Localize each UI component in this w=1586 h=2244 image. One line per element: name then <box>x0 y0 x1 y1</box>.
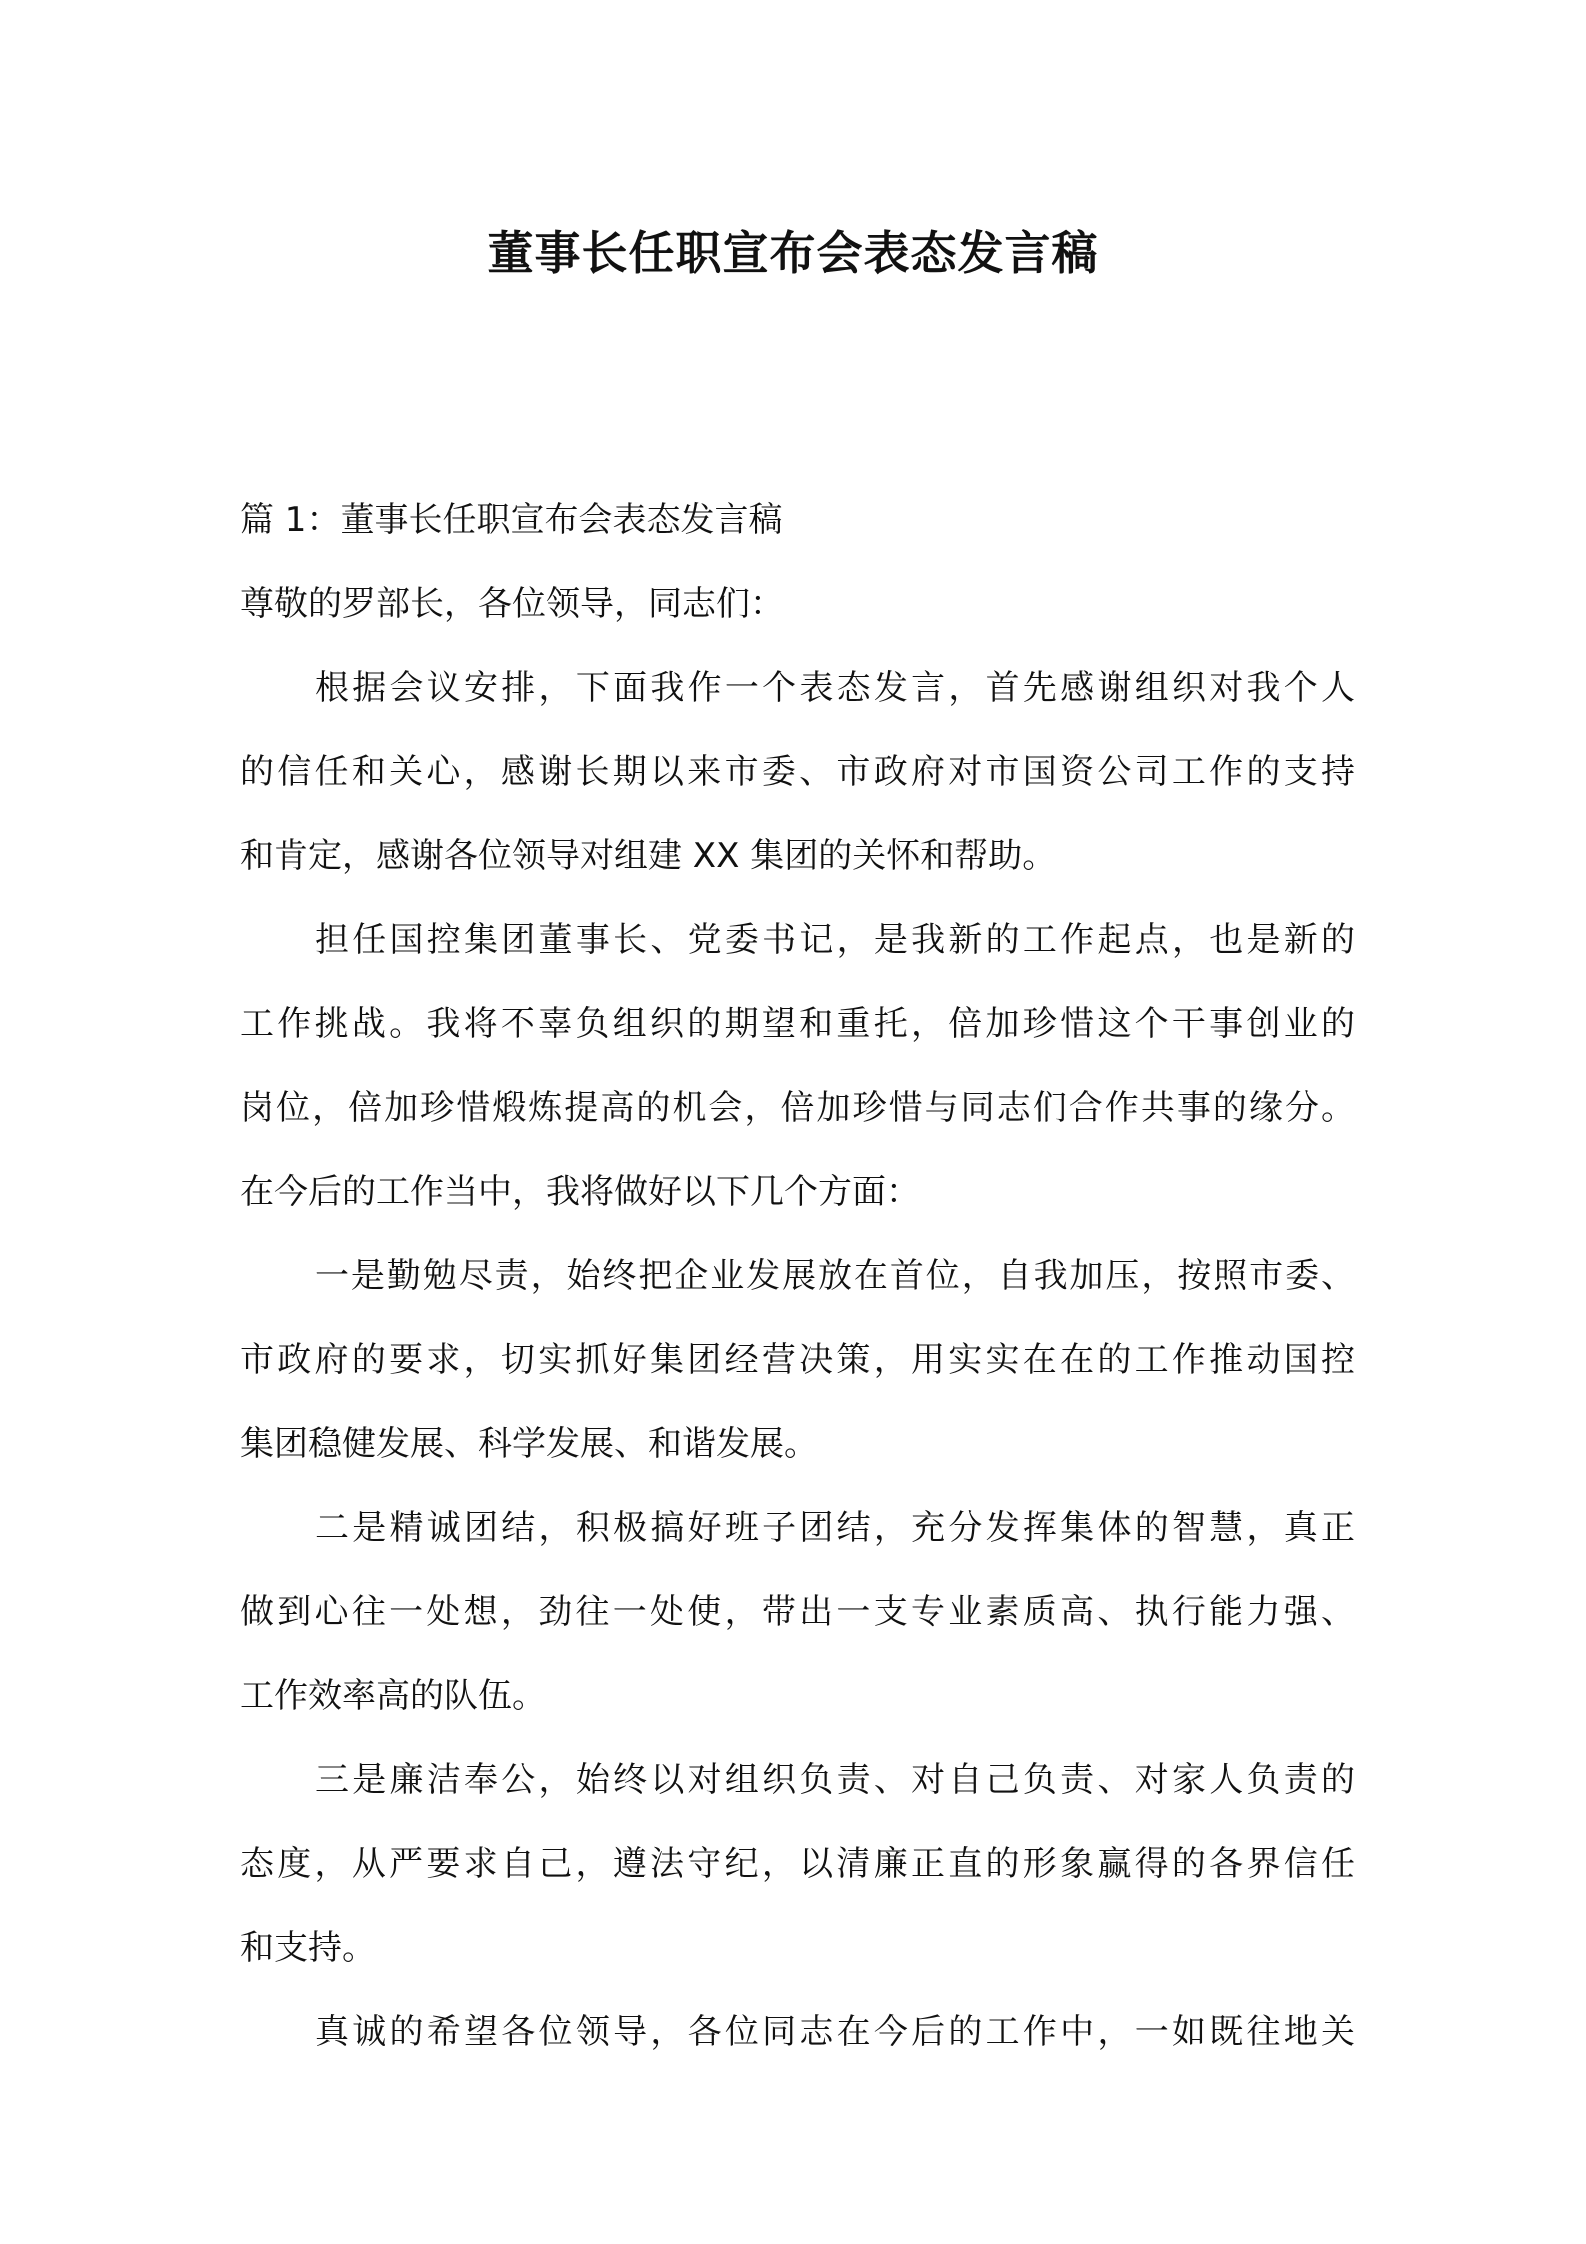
paragraph-line: 一是勤勉尽责，始终把企业发展放在首位，自我加压，按照市委、 <box>315 1256 1355 1296</box>
document-body <box>240 478 1355 2074</box>
paragraph-line: 真诚的希望各位领导，各位同志在今后的工作中，一如既往地关 <box>315 2012 1355 2052</box>
paragraph-line: 工作效率高的队伍。 <box>240 1676 546 1716</box>
section-heading: 篇 1：董事长任职宣布会表态发言稿 <box>240 500 783 540</box>
paragraph-line: 工作挑战。我将不辜负组织的期望和重托，倍加珍惜这个干事创业的 <box>240 1004 1355 1044</box>
paragraph-line: 和支持。 <box>240 1928 376 1968</box>
paragraph-line: 担任国控集团董事长、党委书记，是我新的工作起点，也是新的 <box>315 920 1355 960</box>
paragraph-line: 岗位，倍加珍惜煅炼提高的机会，倍加珍惜与同志们合作共事的缘分。 <box>240 1088 1355 1128</box>
paragraph-line: 的信任和关心，感谢长期以来市委、市政府对市国资公司工作的支持 <box>240 752 1355 792</box>
paragraph-line: 态度，从严要求自己，遵法守纪，以清廉正直的形象赢得的各界信任 <box>240 1844 1355 1884</box>
paragraph-line: 做到心往一处想，劲往一处使，带出一支专业素质高、执行能力强、 <box>240 1592 1355 1632</box>
paragraph-line: 三是廉洁奉公，始终以对组织负责、对自己负责、对家人负责的 <box>315 1760 1355 1800</box>
paragraph-line: 市政府的要求，切实抓好集团经营决策，用实实在在的工作推动国控 <box>240 1340 1355 1380</box>
paragraph-line: 二是精诚团结，积极搞好班子团结，充分发挥集体的智慧，真正 <box>315 1508 1355 1548</box>
paragraph-line: 在今后的工作当中，我将做好以下几个方面： <box>240 1172 920 1212</box>
document-title: 董事长任职宣布会表态发言稿 <box>487 226 1099 280</box>
paragraph-line: 和肯定，感谢各位领导对组建 XX 集团的关怀和帮助。 <box>240 836 1057 876</box>
paragraph-line: 集团稳健发展、科学发展、和谐发展。 <box>240 1424 818 1464</box>
paragraph-line: 根据会议安排，下面我作一个表态发言，首先感谢组织对我个人 <box>315 668 1355 708</box>
salutation: 尊敬的罗部长，各位领导，同志们： <box>240 584 784 624</box>
